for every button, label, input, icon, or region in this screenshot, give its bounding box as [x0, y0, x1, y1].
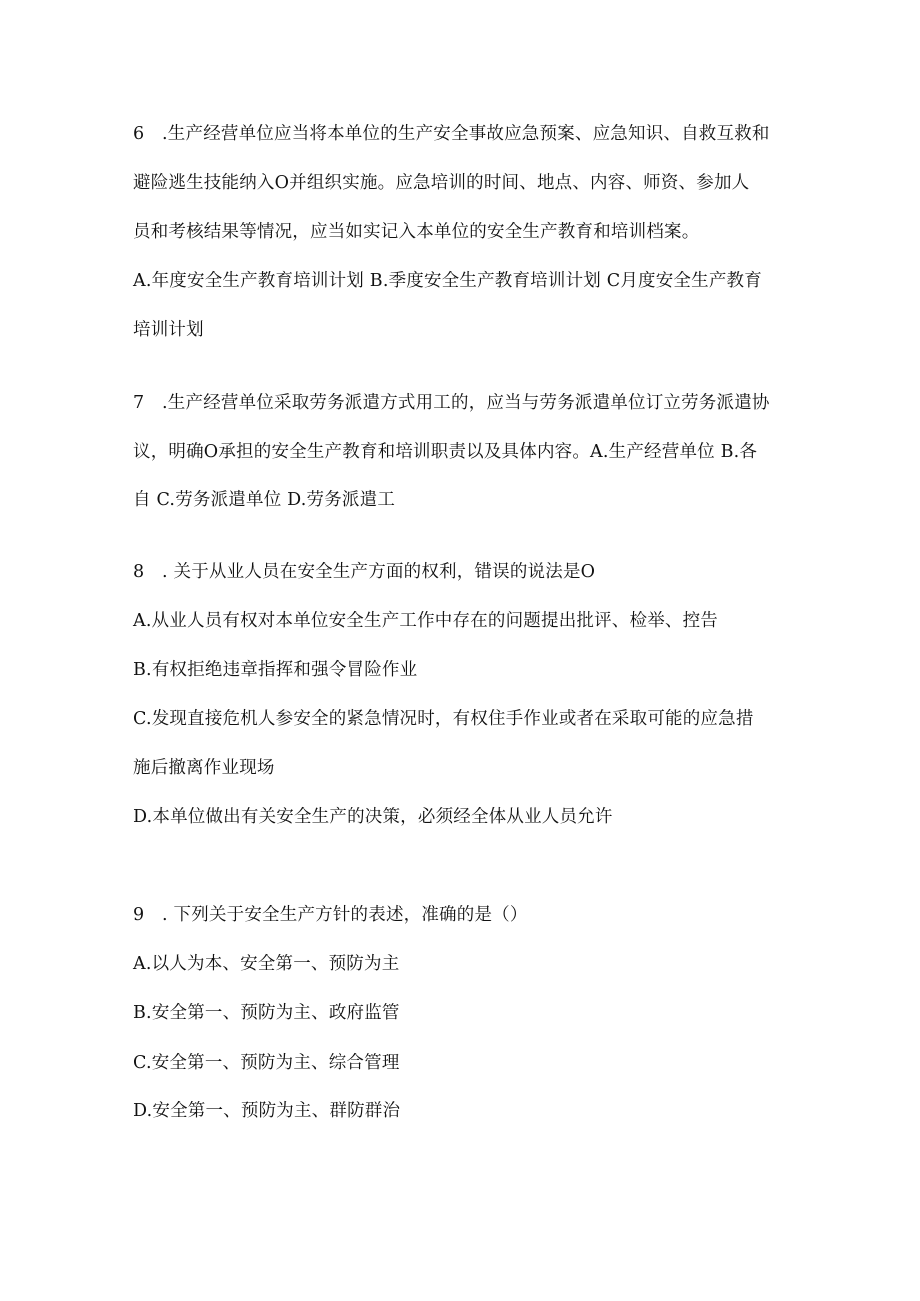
q9-option-b: B.安全第一、预防为主、政府监管	[133, 1003, 400, 1023]
q9-option-d: D.安全第一、预防为主、群防群治	[133, 1101, 401, 1121]
q6-line-2: 避险逃生技能纳入O并组织实施。应急培训的时间、地点、内容、师资、参加人	[133, 173, 750, 193]
q8-option-c-line-2: 施后撤离作业现场	[133, 758, 275, 778]
q8-option-a: A.从业人员有权对本单位安全生产工作中存在的问题提出批评、检举、控告	[133, 611, 718, 631]
q9-option-c: C.安全第一、预防为主、综合管理	[133, 1053, 400, 1073]
q6-options-line-1: A.年度安全生产教育培训计划 B.季度安全生产教育培训计划 C月度安全生产教育	[133, 271, 762, 291]
q7-line-3: 自 C.劳务派遣单位 D.劳务派遣工	[133, 490, 396, 510]
q8-line-1: 8 . 关于从业人员在安全生产方面的权利，错误的说法是O	[133, 562, 596, 582]
q9-option-a: A.以人为本、安全第一、预防为主	[133, 954, 400, 974]
q9-line-1: 9 . 下列关于安全生产方针的表述，准确的是（）	[133, 905, 528, 925]
q8-option-d: D.本单位做出有关安全生产的决策，必须经全体从业人员允许	[133, 807, 613, 827]
q6-line-1: 6 .生产经营单位应当将本单位的生产安全事故应急预案、应急知识、自救互救和	[133, 124, 770, 144]
q6-line-3: 员和考核结果等情况，应当如实记入本单位的安全生产教育和培训档案。	[133, 222, 700, 242]
q6-options-line-2: 培训计划	[133, 320, 204, 340]
q8-option-c-line-1: C.发现直接危机人参安全的紧急情况时，有权住手作业或者在采取可能的应急措	[133, 709, 754, 729]
q7-line-2: 议，明确O承担的安全生产教育和培训职责以及具体内容。A.生产经营单位 B.各	[133, 442, 758, 462]
q8-option-b: B.有权拒绝违章指挥和强令冒险作业	[133, 660, 418, 680]
q7-line-1: 7 .生产经营单位采取劳务派遣方式用工的，应当与劳务派遣单位订立劳务派遣协	[133, 393, 770, 413]
